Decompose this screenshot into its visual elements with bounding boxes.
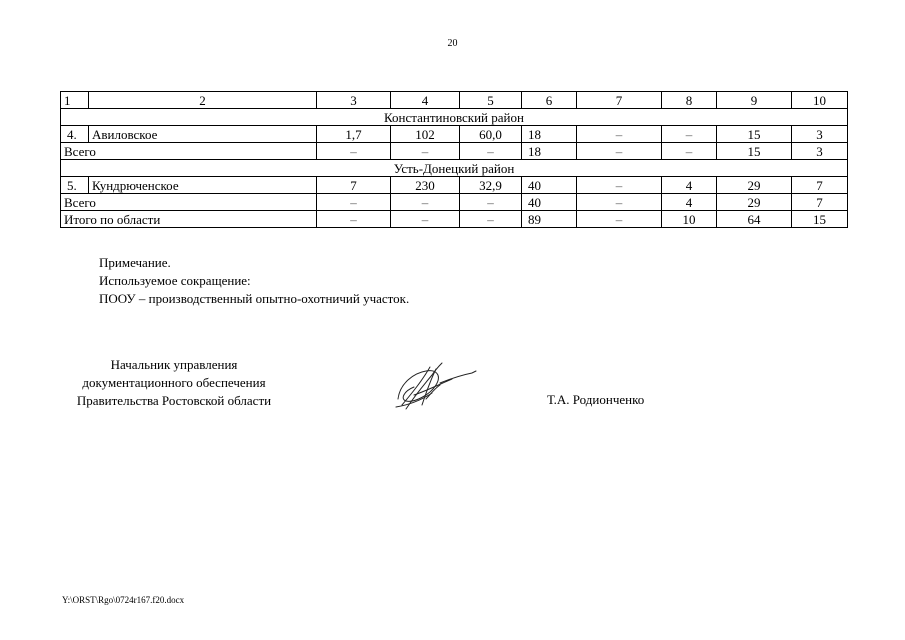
total-label: Всего bbox=[61, 143, 317, 160]
header-cell: 9 bbox=[717, 92, 792, 109]
total-label: Всего bbox=[61, 194, 317, 211]
table-cell: 1,7 bbox=[317, 126, 391, 143]
header-cell: 8 bbox=[662, 92, 717, 109]
table-row bbox=[61, 126, 848, 143]
table-row bbox=[61, 177, 848, 194]
table-cell: 40 bbox=[522, 194, 577, 211]
table-cell: – bbox=[391, 194, 460, 211]
section-title-row bbox=[61, 109, 848, 126]
table-cell: – bbox=[460, 143, 522, 160]
table-cell: 230 bbox=[391, 177, 460, 194]
table-cell: – bbox=[317, 211, 391, 228]
signatory-name: Т.А. Родионченко bbox=[547, 392, 645, 407]
table-cell: 18 bbox=[522, 126, 577, 143]
table-cell: – bbox=[391, 143, 460, 160]
table-cell: – bbox=[577, 194, 662, 211]
signatory-position bbox=[60, 356, 288, 410]
table-cell: – bbox=[662, 143, 717, 160]
table-cell: 7 bbox=[792, 177, 848, 194]
table-cell: 102 bbox=[391, 126, 460, 143]
header-cell: 5 bbox=[460, 92, 522, 109]
table-cell: – bbox=[577, 211, 662, 228]
note-abbreviation-intro: Используемое сокращение: bbox=[99, 273, 251, 288]
row-name: Авиловское bbox=[89, 126, 317, 143]
notes-block bbox=[99, 254, 409, 308]
table-cell: 18 bbox=[522, 143, 577, 160]
table-header-row bbox=[61, 92, 848, 109]
table-cell: 15 bbox=[792, 211, 848, 228]
page-number: 20 bbox=[447, 38, 458, 49]
position-line: Правительства Ростовской области bbox=[76, 393, 272, 408]
total-row bbox=[61, 194, 848, 211]
table-cell: – bbox=[317, 194, 391, 211]
table-cell: – bbox=[577, 177, 662, 194]
note-abbreviation: ПООУ – производственный опытно-охотничий участок. bbox=[99, 291, 410, 306]
header-cell: 1 bbox=[61, 92, 89, 109]
row-number: 4. bbox=[61, 126, 89, 143]
row-number: 5. bbox=[61, 177, 89, 194]
table-cell: 4 bbox=[662, 177, 717, 194]
table-cell: 40 bbox=[522, 177, 577, 194]
header-cell: 4 bbox=[391, 92, 460, 109]
table-cell: – bbox=[577, 126, 662, 143]
grand-total-row bbox=[61, 211, 848, 228]
table-cell: – bbox=[391, 211, 460, 228]
header-cell: 10 bbox=[792, 92, 848, 109]
table-cell: 32,9 bbox=[460, 177, 522, 194]
table-cell: – bbox=[662, 126, 717, 143]
header-cell: 2 bbox=[89, 92, 317, 109]
table-cell: 3 bbox=[792, 126, 848, 143]
table-cell: – bbox=[317, 143, 391, 160]
data-table bbox=[60, 91, 848, 228]
handwritten-signature bbox=[392, 355, 478, 417]
section-title-row bbox=[61, 160, 848, 177]
file-path: Y:\ORST\Rgo\0724r167.f20.docx bbox=[62, 595, 185, 605]
header-cell: 6 bbox=[522, 92, 577, 109]
section-title: Усть-Донецкий район bbox=[61, 160, 848, 177]
section-title: Константиновский район bbox=[61, 109, 848, 126]
position-line: документационного обеспечения bbox=[82, 375, 266, 390]
table-cell: 7 bbox=[792, 194, 848, 211]
position-line: Начальник управления bbox=[110, 357, 238, 372]
table-cell: 60,0 bbox=[460, 126, 522, 143]
note-heading: Примечание. bbox=[99, 255, 171, 270]
table-cell: 89 bbox=[522, 211, 577, 228]
table-cell: 3 bbox=[792, 143, 848, 160]
table-cell: 7 bbox=[317, 177, 391, 194]
table-cell: 10 bbox=[662, 211, 717, 228]
grand-total-label: Итого по области bbox=[61, 211, 317, 228]
table-cell: – bbox=[460, 194, 522, 211]
table-cell: 64 bbox=[717, 211, 792, 228]
table-cell: – bbox=[577, 143, 662, 160]
table-cell: 4 bbox=[662, 194, 717, 211]
row-name: Кундрюченское bbox=[89, 177, 317, 194]
table-cell: 15 bbox=[717, 126, 792, 143]
table-cell: 15 bbox=[717, 143, 792, 160]
table-cell: – bbox=[460, 211, 522, 228]
header-cell: 7 bbox=[577, 92, 662, 109]
total-row bbox=[61, 143, 848, 160]
table-cell: 29 bbox=[717, 177, 792, 194]
table-cell: 29 bbox=[717, 194, 792, 211]
header-cell: 3 bbox=[317, 92, 391, 109]
